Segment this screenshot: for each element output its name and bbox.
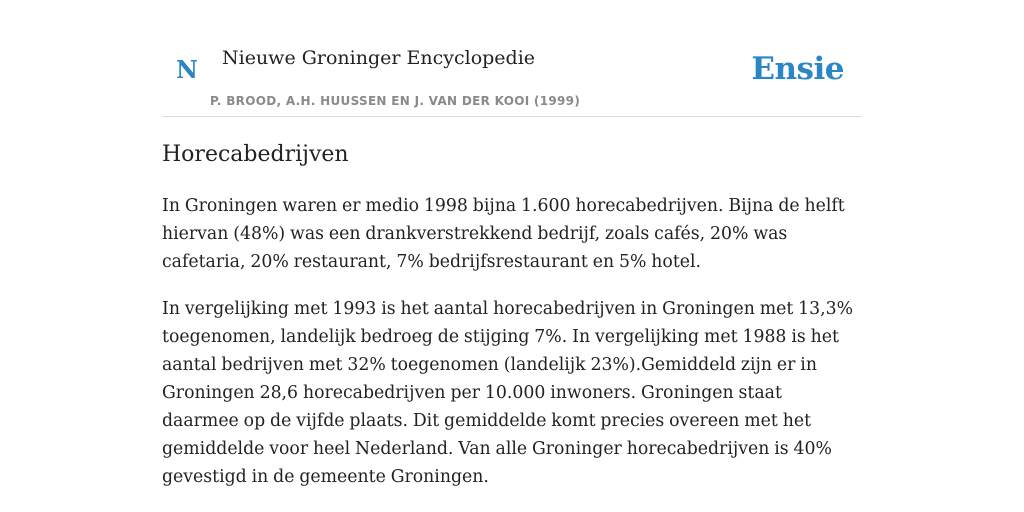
article-paragraph: In Groningen waren er medio 1998 bijna 1.600 horecabedrijven. Bijna de helft hiervan (48%) was een drankverstrekkend bedrijf, zoals cafés, 20% was cafetaria, 20% restaurant, 7% bedrijfsrestaurant en 5% hotel. xyxy=(162,196,845,272)
article-paragraph: In vergelijking met 1993 is het aantal horecabedrijven in Groningen met 13,3% toegenomen, landelijk bedroeg de stijging 7%. In vergelijking met 1988 is het aantal bedrijven met 32% toegenomen (landelijk 23%).Gemiddeld zijn er in Groningen 28,6 horecabedrijven per 10.000 inwoners. Groningen staat daarmee op de vijfde plaats. Dit gemiddelde komt precies overeen met het gemiddelde voor heel Nederland. Van alle Groninger horecabedrijven is 40% gevestigd in de gemeente Groningen. xyxy=(162,299,854,487)
article-title: Horecabedrijven xyxy=(162,142,349,167)
source-authors: P. BROOD, A.H. HUUSSEN EN J. VAN DER KOOI (1999) xyxy=(210,94,581,108)
source-header xyxy=(162,0,862,117)
source-logo[interactable]: N xyxy=(176,55,198,84)
page xyxy=(162,0,862,512)
source-title-link[interactable]: Nieuwe Groninger Encyclopedie xyxy=(222,47,536,69)
ensie-logo[interactable]: Ensie xyxy=(751,51,844,87)
